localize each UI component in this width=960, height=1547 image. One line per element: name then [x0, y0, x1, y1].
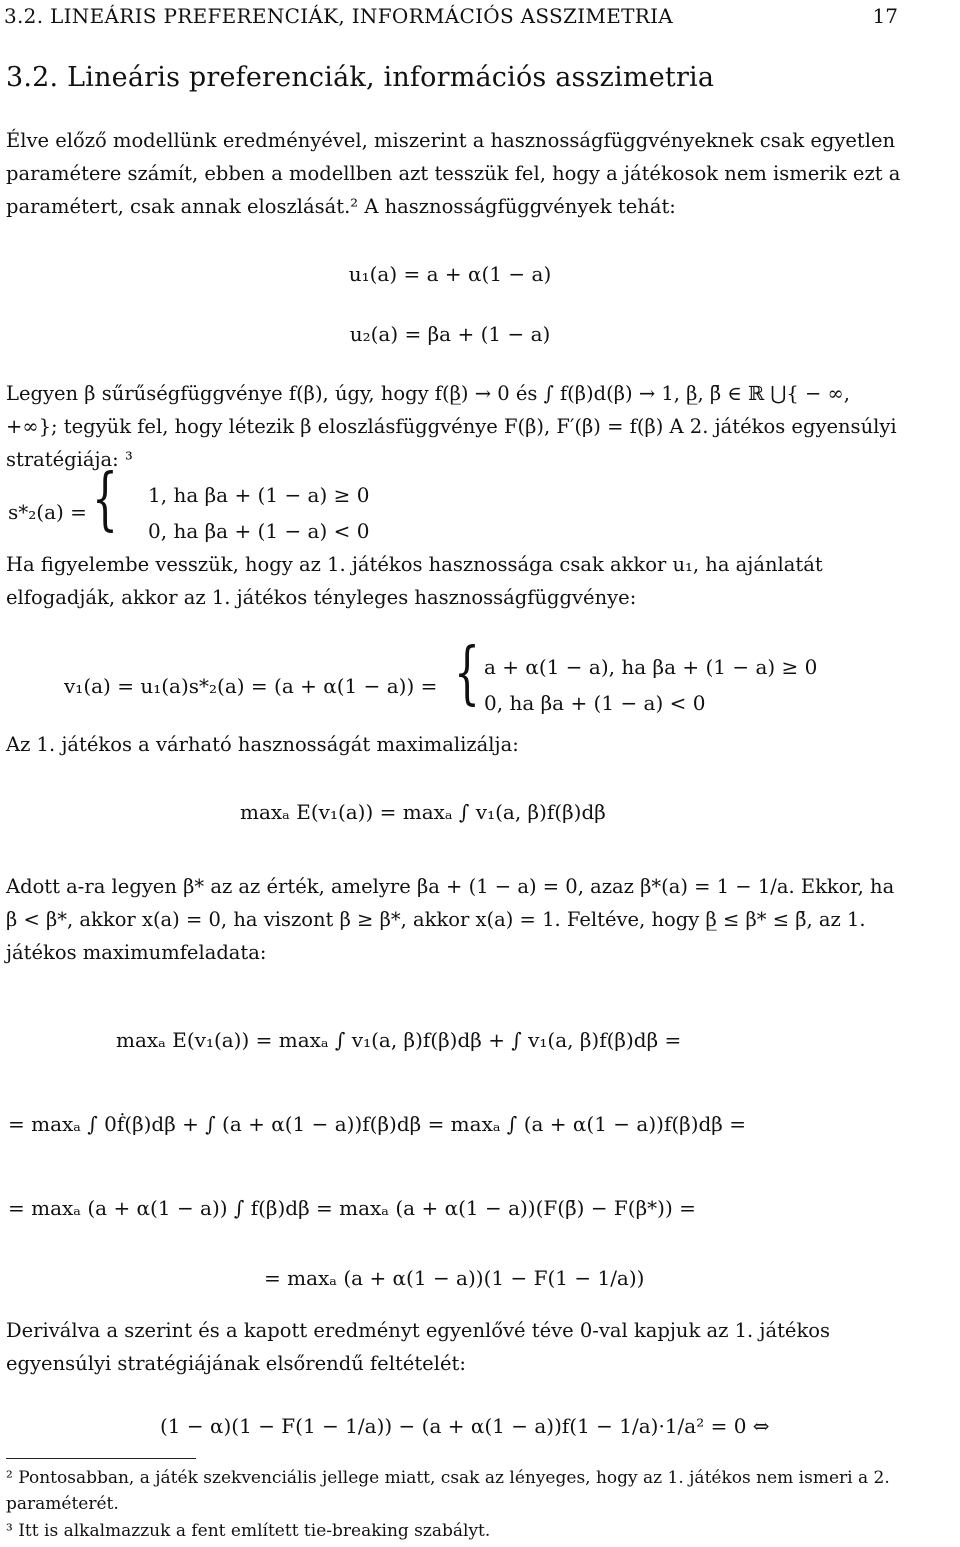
- paragraph-density: Legyen β sűrűségfüggvénye f(β), úgy, hogy f(β̲) → 0 és ∫ f(β)d(β) → 1, β̲, β̄ ∈ ℝ ⋃{ − ∞, +∞}; tegyük fel, hogy létezik β eloszlásfüggvénye F(β), F′(β) = f(β) A 2. játékos egyensúlyi stratégiája: ³: [6, 382, 897, 471]
- equation-max-step4: = maxₐ (a + α(1 − a))(1 − F(1 − 1/a)): [264, 1266, 645, 1290]
- page-number: 17: [872, 4, 898, 28]
- footnote-3: ³ Itt is alkalmazzuk a fent említett tie-breaking szabályt.: [6, 1521, 491, 1541]
- paragraph-actual-utility: Ha figyelembe vesszük, hogy az 1. játékos hasznossága csak akkor u₁, ha ajánlatát elfogadják, akkor az 1. játékos tényleges hasznosságfüggvénye:: [6, 553, 823, 609]
- equation-max-step2: = maxₐ ∫ 0ḟ(β)dβ + ∫ (a + α(1 − a))f(β)dβ = maxₐ ∫ (a + α(1 − a))f(β)dβ =: [8, 1112, 746, 1136]
- equation-v1-lhs: v₁(a) = u₁(a)s*₂(a) = (a + α(1 − a)) =: [64, 674, 438, 698]
- equation-u1: u₁(a) = a + α(1 − a): [348, 262, 552, 286]
- equation-max-step3: = maxₐ (a + α(1 − a)) ∫ f(β)dβ = maxₐ (a + α(1 − a))(F(β̄) − F(β*)) =: [8, 1196, 696, 1220]
- equation-first-order-condition: (1 − α)(1 − F(1 − 1/a)) − (a + α(1 − a))f(1 − 1/a)·1/a² = 0 ⇔: [160, 1414, 770, 1438]
- left-brace: {: [454, 634, 480, 713]
- equation-s2-lhs: s*₂(a) =: [8, 500, 87, 524]
- section-title: 3.2. Lineáris preferenciák, információs asszimetria: [6, 62, 715, 93]
- footnote-rule: [6, 1458, 196, 1459]
- equation-max-step1: maxₐ E(v₁(a)) = maxₐ ∫ v₁(a, β)f(β)dβ + ∫ v₁(a, β)f(β)dβ =: [116, 1028, 682, 1052]
- paragraph-intro: Élve előző modellünk eredményével, miszerint a hasznosságfüggvényeknek csak egyetlen paramétere számít, ebben a modellben azt tesszük fel, hogy a játékosok nem ismerik ezt a paramétert, csak annak eloszlását.² A hasznosságfüggvények tehát:: [6, 129, 901, 218]
- paragraph-threshold: Adott a-ra legyen β* az az érték, amelyre βa + (1 − a) = 0, azaz β*(a) = 1 − 1/a. Ekkor, ha β < β*, akkor x(a) = 0, ha viszont β ≥ β*, akkor x(a) = 1. Feltéve, hogy β̲ ≤ β* ≤ β̄, az 1. játékos maximumfeladata:: [6, 875, 895, 964]
- footnote-2: ² Pontosabban, a játék szekvenciális jellege miatt, csak az lényeges, hogy az 1. játékos nem ismeri a 2. paraméterét.: [6, 1468, 890, 1514]
- equation-v1-case2: 0, ha βa + (1 − a) < 0: [484, 691, 706, 715]
- running-header: 3.2. LINEÁRIS PREFERENCIÁK, INFORMÁCIÓS ASSZIMETRIA: [4, 4, 674, 28]
- equation-s2-case1: 1, ha βa + (1 − a) ≥ 0: [148, 483, 370, 507]
- paragraph-maximize: Az 1. játékos a várható hasznosságát maximalizálja:: [6, 733, 519, 756]
- equation-v1-case1: a + α(1 − a), ha βa + (1 − a) ≥ 0: [484, 655, 818, 679]
- left-brace: {: [92, 460, 118, 539]
- equation-max-expected: maxₐ E(v₁(a)) = maxₐ ∫ v₁(a, β)f(β)dβ: [240, 800, 606, 824]
- equation-s2-case2: 0, ha βa + (1 − a) < 0: [148, 519, 370, 543]
- paragraph-derivative: Deriválva a szerint és a kapott eredményt egyenlővé téve 0-val kapjuk az 1. játékos egyensúlyi stratégiájának elsőrendű feltételét:: [6, 1319, 831, 1375]
- equation-u2: u₂(a) = βa + (1 − a): [349, 322, 551, 346]
